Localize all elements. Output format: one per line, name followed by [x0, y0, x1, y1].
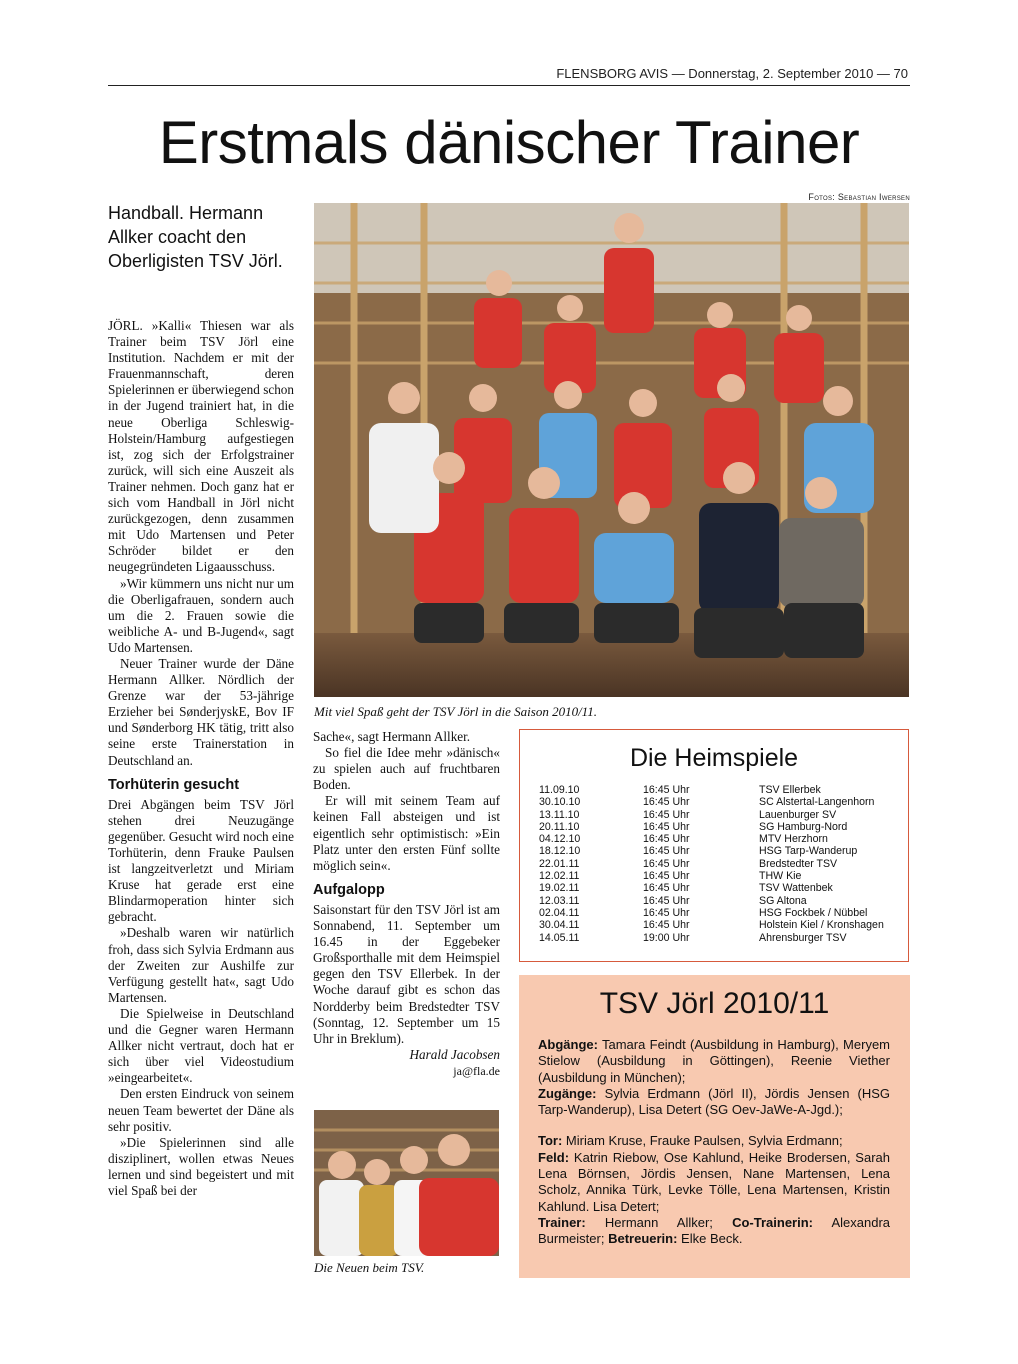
- section-heading: Aufgalopp: [313, 881, 385, 898]
- game-date: 11.09.10: [539, 784, 580, 796]
- home-game-row: [539, 932, 884, 944]
- header-text: FLENSBORG AVIS — Donnerstag, 2. September 2010 — 70: [556, 66, 908, 81]
- game-time: 16:45 Uhr: [643, 906, 690, 919]
- game-opponent: SC Alstertal-Langenhorn: [759, 796, 875, 809]
- game-time: 19:00 Uhr: [643, 931, 690, 944]
- game-opponent: Holstein Kiel / Kronshagen: [759, 919, 884, 932]
- game-time: 16:45 Uhr: [643, 919, 690, 932]
- goalkeepers-label: Tor:: [538, 1133, 563, 1149]
- staff: [538, 1215, 890, 1248]
- cotrainer-text: Alexandra Burmeister;: [538, 1214, 890, 1247]
- game-time: 16:45 Uhr: [643, 796, 690, 809]
- section-heading: Torhüterin gesucht: [108, 776, 240, 793]
- game-date: 18.12.10: [539, 845, 581, 858]
- paragraph: Die Spielweise in Deutschland und die Gegner waren Hermann Allker nicht vertraut, doch hat er sich über viel Videostudium »eingearbeitet«.: [108, 1005, 294, 1086]
- spacer: [538, 1118, 890, 1133]
- paragraph: So fiel die Idee mehr »dänisch« zu spielen auch auf fruchtbaren Boden.: [313, 745, 500, 793]
- paragraph: Er will mit seinem Team auf keinen Fall absteigen und ist eigentlich sehr optimistisch: »Ein Platz unter den ersten Fünf sollte möglich sein«.: [313, 793, 500, 873]
- game-time: 16:45 Uhr: [643, 820, 690, 833]
- paragraph: »Deshalb waren wir natürlich froh, dass sich Sylvia Erdmann aus der Zweiten zur Aushilfe zur Verfügung gestellt hat«, sagt Udo Martensen.: [108, 925, 294, 1005]
- squad-title: TSV Jörl 2010/11: [599, 987, 830, 1020]
- home-games-table: [539, 784, 884, 944]
- game-date: 13.11.10: [539, 808, 580, 821]
- paragraph: Saisonstart für den TSV Jörl ist am Sonnabend, 11. September um 16.45 in der Eggebeker Großsporthalle mit dem Heimspiel gegen den TSV Ellerbek. In der Woche darauf gibt es schon das Nordderby beim Bredstedter TSV (Sonntag, 12. September um 15 Uhr in Breklum).: [313, 901, 500, 1046]
- paragraph: Drei Abgängen beim TSV Jörl stehen drei Neuzugänge gegenüber. Gesucht wird noch eine Torhüterin, denn Frauke Paulsen ist langzeitverletzt und Miriam Kruse hat gerade erst eine Blindarmoperation hinter sich gebracht.: [108, 796, 294, 925]
- home-game-row: [539, 845, 884, 857]
- arrivals: [538, 1086, 890, 1119]
- cotrainer-label: Co-Trainerin:: [732, 1214, 813, 1230]
- game-opponent: THW Kie: [759, 870, 802, 883]
- new-players-photo: [314, 1110, 499, 1256]
- home-game-row: [539, 809, 884, 821]
- small-photo-caption: Die Neuen beim TSV.: [314, 1260, 425, 1275]
- paragraph: Neuer Trainer wurde der Däne Hermann Allker. Nördlich der Grenze war der 53-jährige Erzieher bei SønderjyskE, Bov IF und Sønderborg HK tätig, tritt also seine erste Trainerstation in Deutschland an.: [108, 655, 294, 768]
- field-players-label: Feld:: [538, 1149, 570, 1165]
- game-date: 19.02.11: [539, 882, 580, 895]
- game-opponent: HSG Tarp-Wanderup: [759, 845, 858, 858]
- article-column-1: [108, 318, 294, 1199]
- caretaker-label: Betreuerin:: [608, 1231, 678, 1247]
- paragraph: Sache«, sagt Hermann Allker.: [313, 729, 471, 744]
- paragraph: JÖRL. »Kalli« Thiesen war als Trainer beim TSV Jörl eine Institution. Nachdem er mit der Frauenmannschaft, deren Spielerinnen er überwiegend schon in der Jugend trainiert hat, in die neue Oberliga Schleswig-Holstein/Hamburg aufgestiegen ist, zog sich der Erfolgstrainer zurück, will sich eine Auszeit als Trainer nehmen. Doch ganz hat er sich vom Handball in Jörl nicht zurückgezogen, denn zusammen mit Udo Martensen und Peter Schröder bildet er den neugegründeten Ligaausschuss.: [108, 318, 294, 575]
- game-opponent: MTV Herzhorn: [759, 833, 828, 846]
- paragraph: »Wir kümmern uns nicht nur um die Oberligafrauen, sondern auch um die 2. Frauen sowie die weibliche A- und B-Jugend«, sagt Udo Martensen.: [108, 575, 294, 655]
- game-date: 14.05.11: [539, 931, 580, 944]
- game-date: 12.03.11: [539, 894, 580, 907]
- game-time: 16:45 Uhr: [643, 845, 690, 858]
- author-email: ja@fla.de: [453, 1063, 500, 1078]
- game-opponent: TSV Ellerbek: [759, 784, 821, 796]
- author-byline: [313, 1047, 500, 1063]
- game-time: 16:45 Uhr: [643, 808, 690, 821]
- photo-credit: Fotos: Sebastian Iwersen: [808, 192, 910, 202]
- game-time: 16:45 Uhr: [643, 784, 690, 796]
- home-game-row: [539, 784, 884, 796]
- game-date: 30.10.10: [539, 796, 581, 809]
- home-game-row: [539, 907, 884, 919]
- team-photo-illustration: [314, 203, 909, 697]
- main-photo-caption: Mit viel Spaß geht der TSV Jörl in die Saison 2010/11.: [314, 704, 597, 719]
- home-game-row: [539, 919, 884, 931]
- caretaker-text: Elke Beck.: [677, 1231, 743, 1247]
- new-players-illustration: [314, 1110, 499, 1256]
- home-game-row: [539, 870, 884, 882]
- game-date: 02.04.11: [539, 906, 580, 919]
- author-name: Harald Jacobsen: [409, 1046, 500, 1062]
- game-opponent: SG Hamburg-Nord: [759, 820, 848, 833]
- game-opponent: Ahrensburger TSV: [759, 931, 847, 944]
- page-header: [108, 66, 910, 86]
- paragraph: Den ersten Eindruck von seinem neuen Team bewertet der Däne als sehr positiv.: [108, 1086, 294, 1134]
- home-game-row: [539, 821, 884, 833]
- home-game-row: [539, 895, 884, 907]
- paragraph: »Die Spielerinnen sind alle disziplinert, wollen etwas Neues lernen und sind begeistert und mit viel Spaß bei der: [108, 1134, 294, 1198]
- departures: [538, 1037, 890, 1086]
- home-game-row: [539, 796, 884, 808]
- game-opponent: Bredstedter TSV: [759, 857, 838, 870]
- squad-box: [519, 975, 910, 1278]
- game-opponent: HSG Fockbek / Nübbel: [759, 906, 868, 919]
- arrivals-text: Sylvia Erdmann (Jörl II), Jördis Jensen (HSG Tarp-Wanderup), Lisa Detert (SG Oev-JaWe-A-Jgd.);: [538, 1085, 890, 1118]
- home-games-box: [519, 729, 909, 962]
- game-date: 04.12.10: [539, 833, 581, 846]
- game-opponent: Lauenburger SV: [759, 808, 837, 821]
- subheadline: Handball. Hermann Allker coacht den Oberligisten TSV Jörl.: [108, 203, 283, 271]
- arrivals-label: Zugänge:: [538, 1085, 597, 1101]
- departures-label: Abgänge:: [538, 1037, 598, 1052]
- home-games-title: Die Heimspiele: [629, 744, 799, 772]
- game-date: 20.11.10: [539, 820, 580, 833]
- departures-text: Tamara Feindt (Ausbildung in Hamburg), Meryem Stielow (Ausbildung in Göttingen), Reenie Viether (Ausbildung in München);: [538, 1037, 890, 1085]
- trainer-label: Trainer:: [538, 1214, 586, 1230]
- game-time: 16:45 Uhr: [643, 894, 690, 907]
- goalkeepers: [538, 1133, 890, 1149]
- game-date: 12.02.11: [539, 870, 580, 883]
- game-opponent: TSV Wattenbek: [759, 882, 833, 895]
- game-time: 16:45 Uhr: [643, 882, 690, 895]
- game-date: 22.01.11: [539, 857, 580, 870]
- field-players: [538, 1150, 890, 1215]
- home-game-row: [539, 858, 884, 870]
- article-column-2: [313, 729, 500, 1079]
- squad-body: [538, 1037, 890, 1248]
- game-time: 16:45 Uhr: [643, 833, 690, 846]
- home-game-row: [539, 833, 884, 845]
- home-game-row: [539, 882, 884, 894]
- game-date: 30.04.11: [539, 919, 580, 932]
- game-time: 16:45 Uhr: [643, 870, 690, 883]
- trainer-text: Hermann Allker;: [585, 1214, 733, 1230]
- field-players-text: Katrin Riebow, Ose Kahlund, Heike Brodersen, Sarah Lena Börnsen, Jördis Jensen, Nane Martensen, Lena Scholz, Annika Türk, Levke Tölle, Lena Martensen, Kristin Kahlund. Lisa Detert;: [538, 1149, 890, 1214]
- headline: Erstmals dänischer Trainer: [158, 109, 860, 176]
- game-opponent: SG Altona: [759, 894, 807, 907]
- goalkeepers-text: Miriam Kruse, Frauke Paulsen, Sylvia Erdmann;: [562, 1133, 843, 1149]
- game-time: 16:45 Uhr: [643, 857, 690, 870]
- team-photo: [314, 203, 909, 697]
